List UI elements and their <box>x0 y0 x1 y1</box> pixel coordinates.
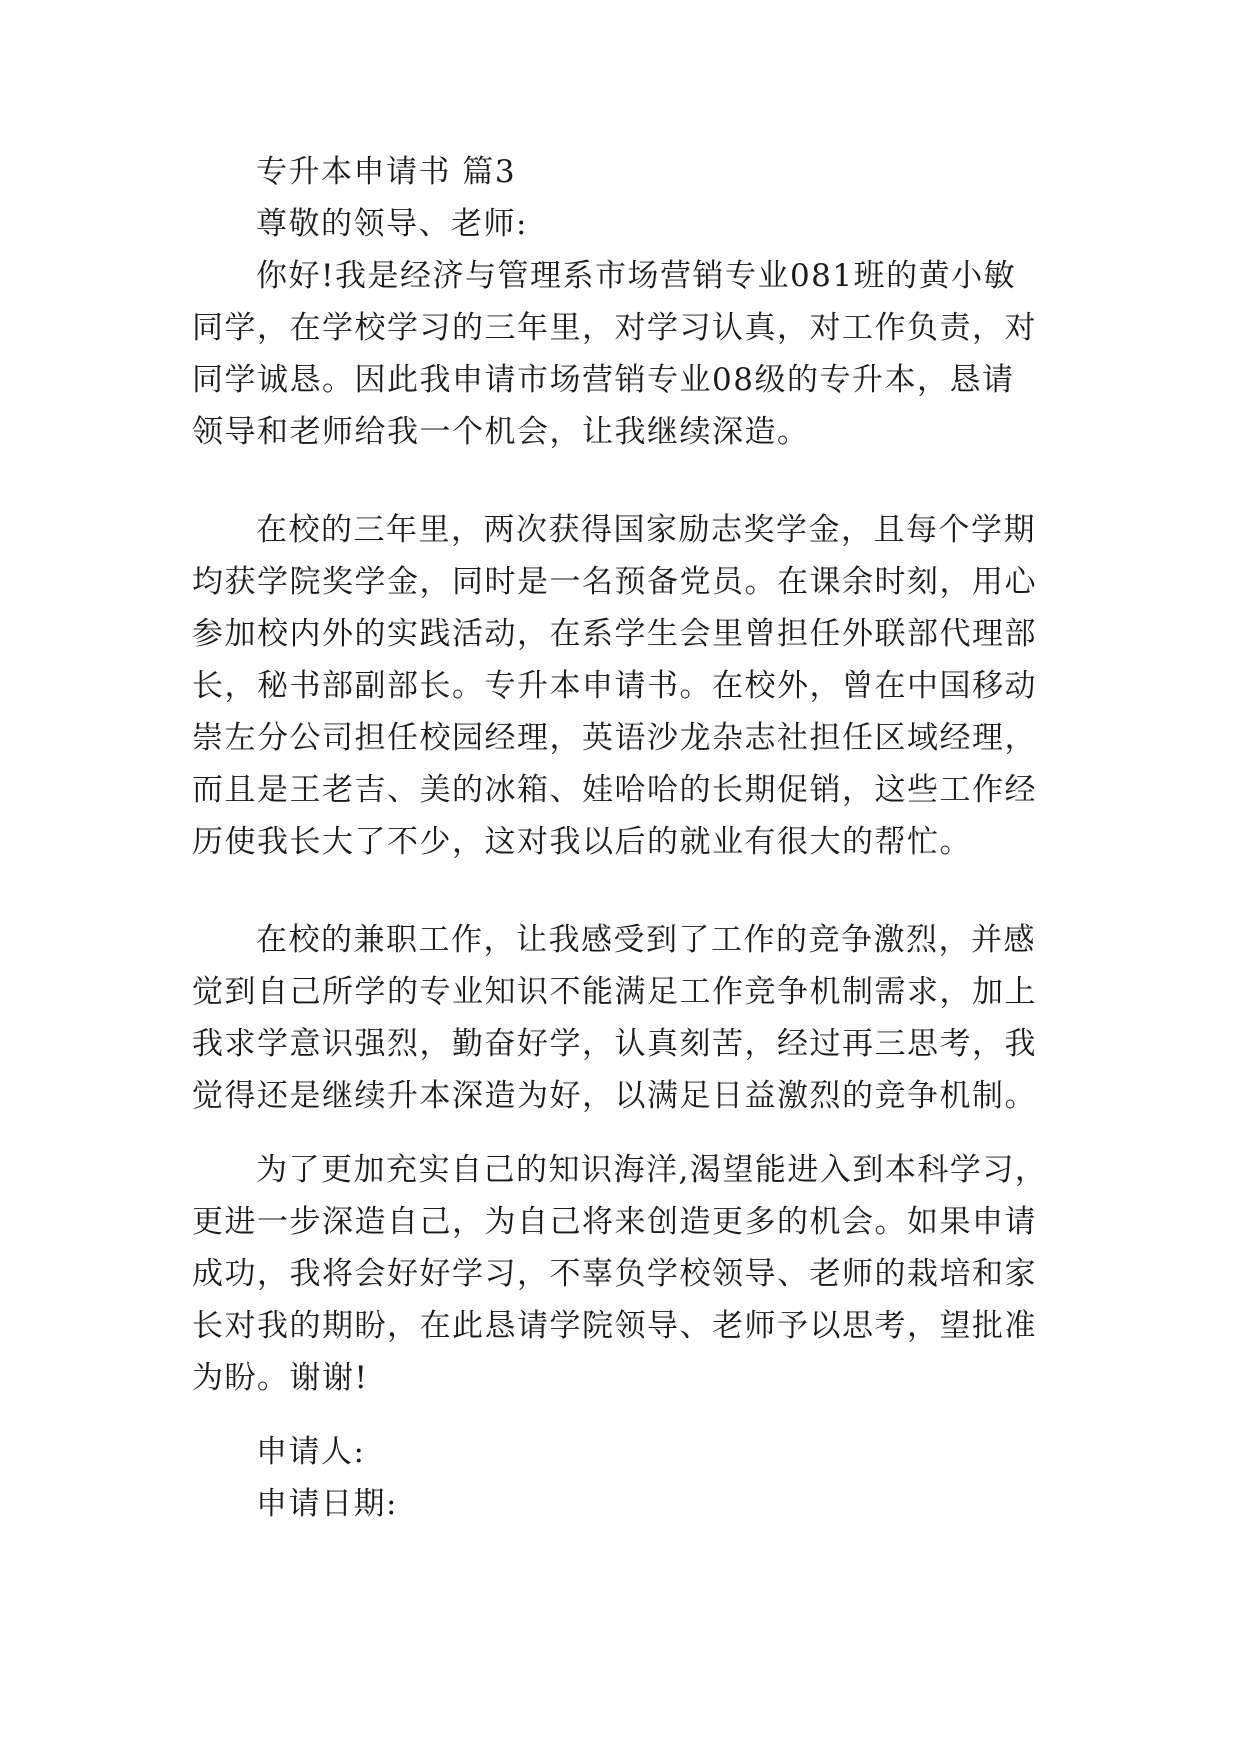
date-label: 申请日期: <box>256 1486 398 1522</box>
paragraph-line: 长，秘书部副部长。专升本申请书。在校外，曾在中国移动 <box>192 668 1037 704</box>
paragraph-line: 参加校内外的实践活动，在系学生会里曾担任外联部代理部 <box>192 616 1037 652</box>
paragraph-line: 觉得还是继续升本深造为好，以满足日益激烈的竞争机制。 <box>192 1078 1037 1114</box>
paragraph-line: 更进一步深造自己，为自己将来创造更多的机会。如果申请 <box>192 1204 1037 1240</box>
paragraph-line: 长对我的期盼，在此恳请学院领导、老师予以思考，望批准 <box>192 1308 1037 1344</box>
paragraph-line: 在校的三年里，两次获得国家励志奖学金，且每个学期 <box>256 512 1036 548</box>
salutation: 尊敬的领导、老师: <box>256 206 528 242</box>
paragraph-line: 在校的兼职工作，让我感受到了工作的竞争激烈，并感 <box>256 922 1036 958</box>
applicant-label: 申请人: <box>256 1434 366 1470</box>
paragraph-line: 崇左分公司担任校园经理，英语沙龙杂志社担任区域经理， <box>192 720 1037 756</box>
document-title: 专升本申请书 篇3 <box>256 154 517 190</box>
paragraph-line: 领导和老师给我一个机会，让我继续深造。 <box>192 414 810 450</box>
paragraph-line: 而且是王老吉、美的冰箱、娃哈哈的长期促销，这些工作经 <box>192 772 1037 808</box>
paragraph-line: 你好!我是经济与管理系市场营销专业081班的黄小敏 <box>256 258 1017 294</box>
paragraph-line: 均获学院奖学金，同时是一名预备党员。在课余时刻，用心 <box>192 564 1037 600</box>
paragraph-line: 为盼。谢谢! <box>192 1360 369 1396</box>
paragraph-line: 觉到自己所学的专业知识不能满足工作竞争机制需求，加上 <box>192 974 1037 1010</box>
paragraph-line: 同学，在学校学习的三年里，对学习认真，对工作负责，对 <box>192 310 1037 346</box>
paragraph-line: 同学诚恳。因此我申请市场营销专业08级的专升本，恳请 <box>192 362 1015 398</box>
paragraph-line: 历使我长大了不少，这对我以后的就业有很大的帮忙。 <box>192 824 972 860</box>
paragraph-line: 我求学意识强烈，勤奋好学，认真刻苦，经过再三思考，我 <box>192 1026 1037 1062</box>
paragraph-line: 成功，我将会好好学习，不辜负学校领导、老师的栽培和家 <box>192 1256 1037 1292</box>
paragraph-line: 为了更加充实自己的知识海洋,渴望能进入到本科学习， <box>256 1152 1048 1188</box>
